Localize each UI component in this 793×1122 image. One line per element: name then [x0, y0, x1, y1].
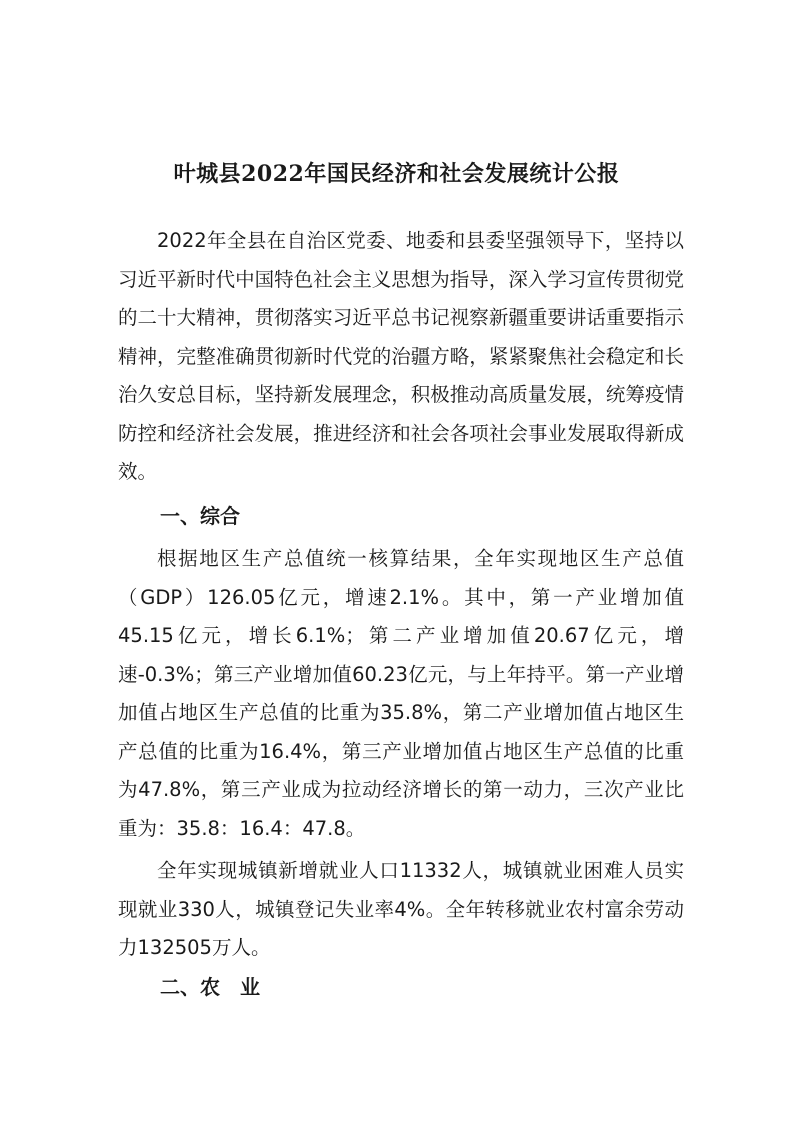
gdp-paragraph: 根据地区生产总值统一核算结果，全年实现地区生产总值（GDP）126.05亿元，增速2.1%。其中，第一产业增加值45.15亿元，增长6.1%；第二产业增加值20.67亿元，增速-0.3%；第三产业增加值60.23亿元，与上年持平。第一产业增加值占地区生产总值的比重为35.8%，第二产业增加值占地区生产总值的比重为16.4%，第三产业增加值占地区生产总值的比重为47.8%，第三产业成为拉动经济增长的第一动力，三次产业比重为：35.8：16.4：47.8。	[118, 547, 684, 840]
employment-paragraph: 全年实现城镇新增就业人口11332人，城镇就业困难人员实现就业330人，城镇登记失业率4%。全年转移就业农村富余劳动力132505万人。	[118, 859, 684, 959]
intro-paragraph: 2022年全县在自治区党委、地委和县委坚强领导下，坚持以习近平新时代中国特色社会主义思想为指导，深入学习宣传贯彻党的二十大精神，贯彻落实习近平总书记视察新疆重要讲话重要指示精神，完整准确贯彻新时代党的治疆方略，紧紧聚焦社会稳定和长治久安总目标，坚持新发展理念，积极推动高质量发展，统筹疫情防控和经济社会发展，推进经济和社会各项社会事业发展取得新成效。	[118, 229, 684, 483]
document-title: 叶城县2022年国民经济和社会发展统计公报	[173, 160, 620, 187]
section-heading-agriculture: 二、农 业	[160, 975, 260, 999]
section-heading-comprehensive: 一、综合	[160, 504, 240, 528]
